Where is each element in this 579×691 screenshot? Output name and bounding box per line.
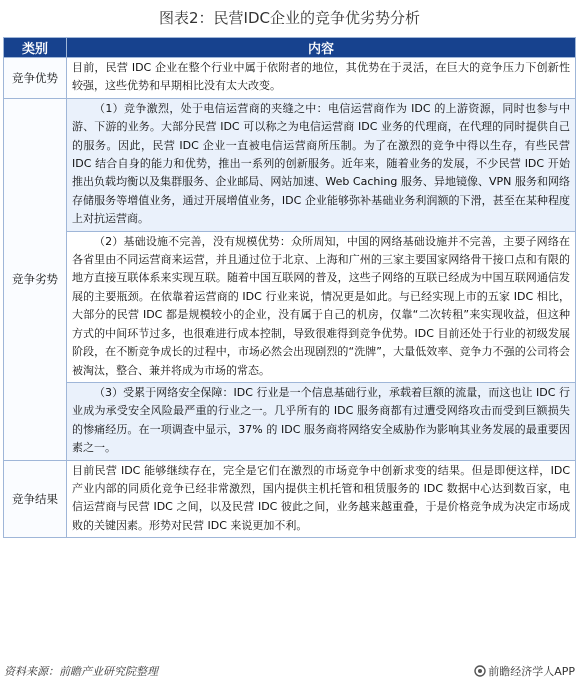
header-category: 类别 [4,38,67,58]
source-note: 资料来源：前瞻产业研究院整理 [4,665,158,678]
table-row [4,58,576,99]
content-paragraph: （3）受累于网络安全保障：IDC 行业是一个信息基础行业，承载着巨额的流量，而这也让 IDC 行业成为承受安全风险最严重的行业之一。几乎所有的 IDC 服务商都有过遭受网络攻击而受到巨额损失的惨痛经历。在一项调查中显示，37% 的 IDC 服务商将网络安全威胁作为影响其业务发展的最重要因素之一。 [72,385,570,455]
table-row [4,98,576,231]
content-paragraph: 目前民营 IDC 能够继续存在，完全是它们在激烈的市场竞争中创新求变的结果。但是即便这样，IDC 产业内部的同质化竞争已经非常激烈，国内提供主机托管和租赁服务的 IDC 数据中心达到数百家，电信运营商与民营 IDC 之间，以及民营 IDC 彼此之间，业务越来越重叠，于是价格竞争成为决定市场成败的关键因素。形势对民营 IDC 来说更加不利。 [72,463,570,532]
row-content [67,460,576,538]
row-content [67,382,576,460]
content-paragraph: （2）基础设施不完善，没有规模优势：众所周知，中国的网络基础设施并不完善，主要子网络在各省里由不同运营商来运营，并且通过位于北京、上海和广州的三家主要国家网络骨干接口点和有限的地方直接互联体系来实现互联。随着中国互联网的普及，这些子网络的互联已经成为中国互联网通信发展的主要瓶颈。在依靠着运营商的 IDC 行业来说，情况更是如此。与已经实现上市的五家 IDC 相比，大部分的民营 IDC 都是规模较小的企业，没有属于自己的机房，仅靠“二次转租”来实现收益，但这种方式的中间环节过多，也很难进行成本控制，导致很难得到竞争优势。IDC 目前还处于行业的初级发展阶段，在不断竞争成长的过程中，市场必然会出现剧烈的“洗牌”，大量低效率、竞争力不强的公司将会被淘汰，整合、兼并将成为市场的常态。 [72,234,570,377]
brand-name: 前瞻经济学人APP [488,665,575,678]
table-header-row [4,38,576,58]
table-row [4,382,576,460]
figure-title: 图表2：民营IDC企业的竞争优劣势分析 [159,9,420,27]
table-row [4,231,576,382]
row-category: 竞争劣势 [4,98,67,460]
brand-credit [474,663,575,680]
analysis-table [3,37,576,538]
table-row [4,460,576,538]
header-content: 内容 [67,38,576,58]
row-content [67,98,576,231]
row-content [67,58,576,99]
footer [4,662,575,680]
row-category: 竞争优势 [4,58,67,99]
brand-logo-icon [474,665,486,680]
row-category: 竞争结果 [4,460,67,538]
row-content [67,231,576,382]
content-paragraph: （1）竞争激烈，处于电信运营商的夹缝之中：电信运营商作为 IDC 的上游资源，同时也参与中游、下游的业务。大部分民营 IDC 可以称之为电信运营商 IDC 业务的代理商，在代理的同时提供自己的服务。因此，民营 IDC 企业一直被电信运营商所压制。为了在激烈的竞争中得以生存，有些民营 IDC 结合自身的能力和优势，推出一系列的创新服务。近年来，随着业务的发展，不少民营 IDC 开始推出负载均衡以及集群服务、企业邮局、网站加速、Web Caching 服务、异地镜像、VPN 服务和网络存储服务等增值业务，通过开展增值业务，IDC 企业能够弥补基础业务利润额的下滑，甚至在某种程度上对抗运营商。 [72,101,570,226]
content-paragraph: 目前，民营 IDC 企业在整个行业中属于依附者的地位，其优势在于灵活，在巨大的竞争压力下创新性较强，这些优势和早期相比没有太大改变。 [72,61,570,93]
